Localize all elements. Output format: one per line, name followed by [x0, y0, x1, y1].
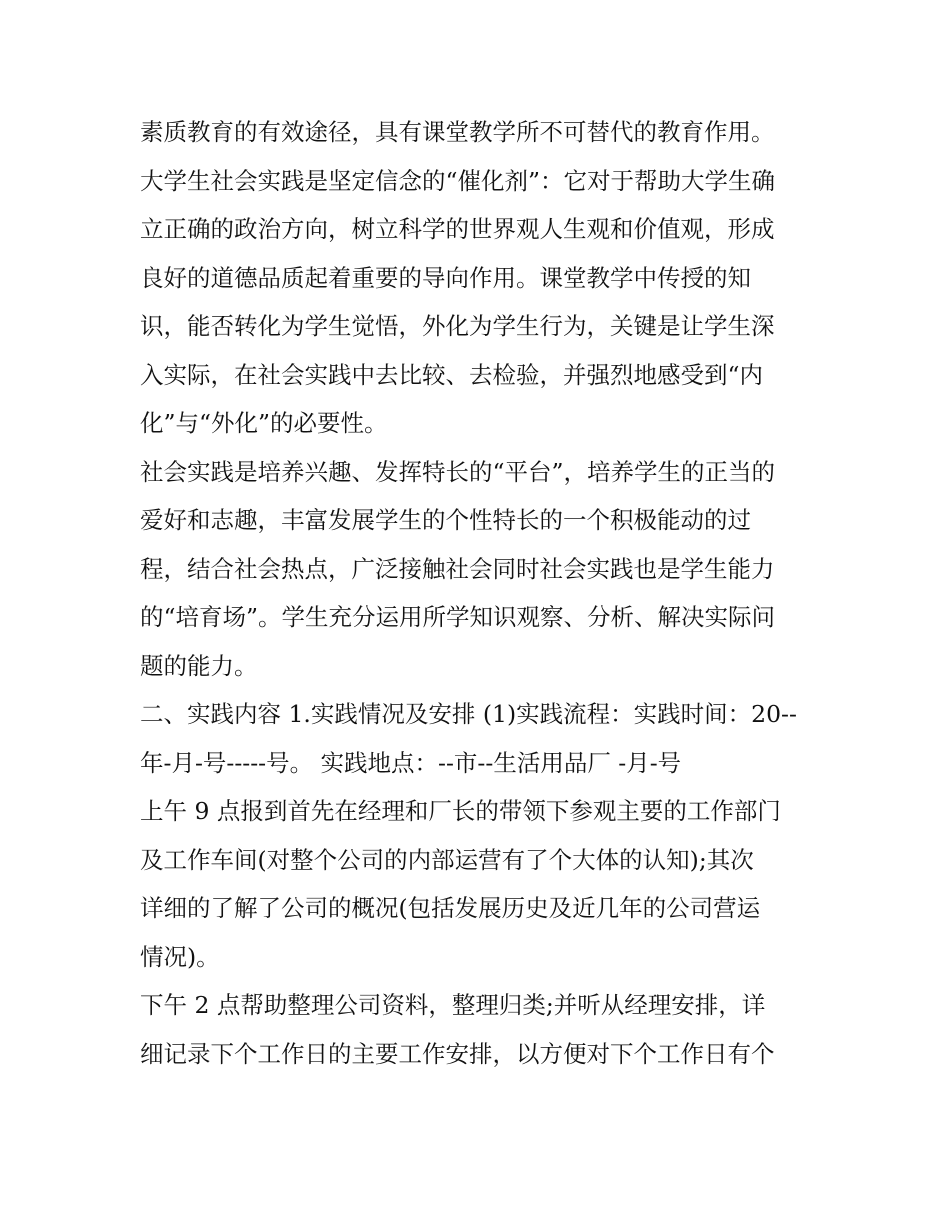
text-line: 立正确的政治方向，树立科学的世界观人生观和价值观，形成: [140, 215, 775, 243]
text-line: 社会实践是培养兴趣、发挥特长的“平台”，培养学生的正当的: [140, 457, 776, 486]
text-line: 程，结合社会热点，广泛接触社会同时社会实践也是学生能力: [140, 554, 775, 583]
text-line: 情况)。: [140, 942, 220, 971]
text-line: 入实际，在社会实践中去比较、去检验，并强烈地感受到“内: [140, 360, 764, 389]
text-line: 及工作车间(对整个公司的内部运营有了个大体的认知);其次: [140, 845, 754, 874]
text-line: 化”与“外化”的必要性。: [140, 409, 388, 437]
text-line: 良好的道德品质起着重要的导向作用。课堂教学中传授的知: [140, 263, 751, 292]
text-line: 年-月-号-----号。 实践地点：--市--生活用品厂 -月-号: [140, 748, 682, 777]
text-line: 素质教育的有效途径，具有课堂教学所不可替代的教育作用。: [140, 118, 775, 146]
text-line: 识，能否转化为学生觉悟，外化为学生行为，关键是让学生深: [140, 312, 775, 340]
document-body: [140, 108, 820, 1078]
text-line: 下午 2 点帮助整理公司资料，整理归类;并听从经理安排，详: [140, 991, 766, 1019]
text-line: 上午 9 点报到首先在经理和厂长的带领下参观主要的工作部门: [140, 797, 781, 825]
text-line: 题的能力。: [140, 651, 258, 680]
text-line: 细记录下个工作日的主要工作安排，以方便对下个工作日有个: [140, 1039, 775, 1068]
text-line: 详细的了解了公司的概况(包括发展历史及近几年的公司营运: [140, 894, 761, 922]
text-line: 爱好和志趣，丰富发展学生的个性特长的一个积极能动的过: [140, 506, 751, 534]
text-line: 大学生社会实践是坚定信念的“催化剂”：它对于帮助大学生确: [140, 166, 776, 195]
text-line: 二、实践内容 1.实践情况及安排 (1)实践流程：实践时间：20--: [140, 700, 797, 728]
text-line: 的“培育场”。学生充分运用所学知识观察、分析、解决实际问: [140, 603, 776, 631]
